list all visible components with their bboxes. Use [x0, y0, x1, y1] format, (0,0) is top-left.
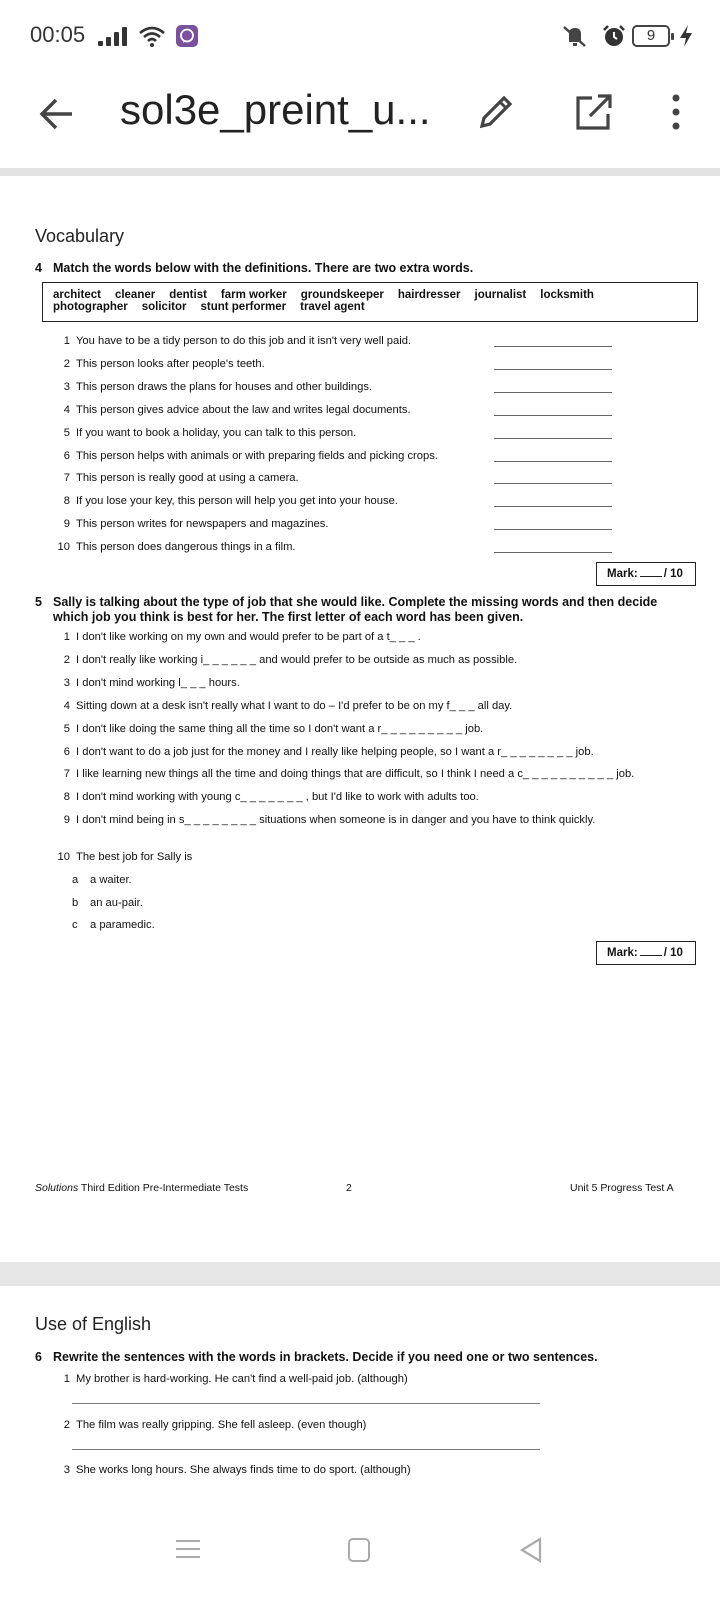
- question-4-instruction: 4 Match the words below with the definitions. There are two extra words.: [35, 261, 474, 275]
- charging-icon: [678, 24, 694, 48]
- item-number: 4: [63, 403, 70, 416]
- item-text: I don't want to do a job just for the money and I really like helping people, so I want a r_ _ _ _ _ _ _ _ job.: [76, 745, 594, 758]
- answer-line[interactable]: [494, 461, 612, 462]
- item-number: 8: [63, 791, 70, 804]
- item-number: 2: [63, 1418, 70, 1431]
- item-number: 3: [63, 380, 70, 393]
- word-option: stunt performer: [200, 301, 287, 313]
- mark-box-q4: Mark: / 10: [596, 562, 696, 586]
- more-options-icon[interactable]: [664, 92, 688, 132]
- mute-icon: [560, 24, 588, 48]
- item-number: 7: [63, 472, 70, 485]
- list-item: [50, 541, 296, 553]
- list-item: [50, 768, 634, 780]
- section-heading-vocabulary: Vocabulary: [35, 226, 125, 246]
- item-number: 9: [63, 814, 70, 827]
- question-5-instruction: 5 Sally is talking about the type of job that she would like. Complete the missing words and then decide which job you think is best for her. The first letter of each word has been given.: [35, 595, 658, 624]
- footer-left: Solutions Third Edition Pre-Intermediate Tests: [35, 1182, 249, 1194]
- item-number: 4: [63, 699, 70, 712]
- status-bar: [0, 0, 720, 72]
- list-item: [50, 700, 512, 712]
- item-number: 5: [63, 426, 70, 439]
- item-text: I don't like working on my own and would prefer to be part of a t_ _ _ .: [76, 631, 421, 643]
- status-time: 00:05: [30, 22, 86, 47]
- word-box: [42, 282, 698, 322]
- word-option: hairdresser: [397, 289, 461, 301]
- word-option: photographer: [53, 301, 128, 313]
- answer-line[interactable]: [494, 506, 612, 507]
- item-number: 7: [63, 768, 70, 781]
- question-6-instruction: 6 Rewrite the sentences with the words in brackets. Decide if you need one or two sentences.: [35, 1350, 598, 1364]
- list-item: [50, 381, 372, 393]
- mark-box-q5: Mark: / 10: [596, 941, 696, 965]
- list-item: [50, 723, 483, 735]
- list-item: [50, 358, 265, 370]
- item-text: If you lose your key, this person will help you get into your house.: [76, 495, 398, 508]
- item-number: 9: [63, 518, 70, 531]
- system-nav-bar: [0, 1516, 720, 1600]
- item-text: This person helps with animals or with preparing fields and picking crops.: [76, 449, 438, 462]
- list-item: [50, 654, 517, 666]
- option-letter: c: [72, 919, 78, 931]
- option-letter: b: [72, 896, 79, 909]
- list-item: [50, 472, 299, 484]
- list-item: [50, 1464, 411, 1476]
- item-text: This person looks after people's teeth.: [76, 357, 265, 370]
- item-text: This person writes for newspapers and magazines.: [76, 518, 329, 531]
- answer-line[interactable]: [72, 1403, 540, 1404]
- item-text: This person is really good at using a camera.: [76, 472, 299, 485]
- answer-line[interactable]: [494, 483, 612, 484]
- item-number: 1: [63, 631, 70, 643]
- recent-apps-icon[interactable]: [176, 1538, 200, 1562]
- item-text: You have to be a tidy person to do this job and it isn't very well paid.: [76, 335, 412, 347]
- list-item: [50, 495, 398, 507]
- answer-line[interactable]: [494, 346, 612, 347]
- home-icon[interactable]: [348, 1538, 370, 1562]
- list-item: [50, 450, 438, 462]
- list-item: [50, 404, 411, 416]
- item-number: 3: [63, 1464, 70, 1476]
- list-item: [50, 335, 411, 347]
- answer-option[interactable]: [72, 874, 132, 886]
- footer-right: Unit 5 Progress Test A: [570, 1182, 674, 1194]
- list-item: [50, 814, 595, 826]
- list-item: [50, 1419, 366, 1431]
- answer-line[interactable]: [72, 1449, 540, 1450]
- wifi-icon: [138, 24, 166, 48]
- word-box-row-2: [53, 301, 687, 313]
- word-option: solicitor: [141, 301, 187, 313]
- back-arrow-icon[interactable]: [36, 94, 76, 134]
- word-option: locksmith: [540, 289, 594, 301]
- word-option: journalist: [474, 289, 527, 301]
- answer-line[interactable]: [494, 392, 612, 393]
- list-item: [50, 518, 328, 530]
- document-title: sol3e_preint_u...: [120, 86, 431, 133]
- document-page-2: [0, 1286, 720, 1516]
- item-number: 3: [63, 676, 70, 689]
- item-number: 10: [57, 541, 70, 554]
- signal-icon: [98, 26, 128, 46]
- item-number: 2: [63, 653, 70, 666]
- answer-option[interactable]: [72, 919, 155, 931]
- list-item: [50, 427, 356, 439]
- app-bar-divider: [0, 168, 720, 176]
- answer-option[interactable]: [72, 897, 143, 909]
- item-number: 8: [63, 495, 70, 508]
- word-option: groundskeeper: [300, 289, 384, 301]
- answer-line[interactable]: [494, 552, 612, 553]
- item-text: The film was really gripping. She fell asleep. (even though): [76, 1418, 367, 1431]
- nav-back-icon[interactable]: [518, 1536, 544, 1564]
- word-option: cleaner: [114, 289, 156, 301]
- option-letter: a: [72, 874, 79, 886]
- item-number: 1: [63, 1373, 70, 1385]
- list-item: [50, 1373, 408, 1385]
- open-external-icon[interactable]: [574, 92, 614, 132]
- option-text: a waiter.: [90, 874, 132, 886]
- word-option: dentist: [169, 289, 207, 301]
- list-item: 10 The best job for Sally is: [57, 851, 193, 863]
- document-page-1: [0, 176, 720, 1264]
- answer-line[interactable]: [494, 529, 612, 530]
- item-number: 1: [63, 335, 70, 347]
- item-text: I don't mind working with young c_ _ _ _ _ _ _ , but I'd like to work with adults too.: [76, 791, 479, 804]
- word-option: travel agent: [300, 301, 365, 313]
- section-heading-use-of-english: Use of English: [35, 1314, 152, 1334]
- item-text: I don't really like working i_ _ _ _ _ _ and would prefer to be outside as much as possible.: [76, 653, 518, 666]
- footer-page-number: 2: [346, 1182, 352, 1194]
- item-text: This person gives advice about the law and writes legal documents.: [76, 403, 411, 416]
- word-option: architect: [53, 289, 101, 301]
- item-text: This person does dangerous things in a film.: [76, 541, 296, 554]
- answer-line[interactable]: [494, 438, 612, 439]
- item-text: She works long hours. She always finds time to do sport. (although): [76, 1464, 411, 1476]
- item-text: I don't like doing the same thing all the time so I don't want a r_ _ _ _ _ _ _ _ _ job.: [76, 722, 484, 735]
- item-number: 2: [63, 357, 70, 370]
- option-text: a paramedic.: [90, 919, 155, 931]
- item-text: My brother is hard-working. He can't find a well-paid job. (although): [76, 1373, 408, 1385]
- item-number: 6: [63, 449, 70, 462]
- answer-line[interactable]: [494, 369, 612, 370]
- item-number: 6: [63, 745, 70, 758]
- item-text: I don't mind working l_ _ _ hours.: [76, 676, 240, 689]
- item-text: This person draws the plans for houses and other buildings.: [76, 380, 373, 393]
- list-item: [50, 746, 594, 758]
- word-box-row-1: [53, 289, 687, 301]
- answer-line[interactable]: [494, 415, 612, 416]
- viber-icon: [176, 25, 198, 47]
- app-bar: [0, 72, 720, 164]
- item-text: I like learning new things all the time and doing things that are difficult, so I think I need a c_ _ _ _ _ _ _ _ _ _ job.: [76, 768, 635, 781]
- alarm-icon: [602, 24, 626, 48]
- list-item: [50, 791, 479, 803]
- list-item: [50, 677, 240, 689]
- word-option: farm worker: [220, 289, 287, 301]
- item-text: If you want to book a holiday, you can talk to this person.: [76, 426, 357, 439]
- item-number: 5: [63, 722, 70, 735]
- option-text: an au-pair.: [90, 896, 143, 909]
- edit-pencil-icon[interactable]: [474, 92, 516, 134]
- battery-icon: 9: [632, 25, 670, 47]
- list-item: [50, 631, 421, 643]
- item-text: I don't mind being in s_ _ _ _ _ _ _ _ situations when someone is in danger and you have to think quickly.: [76, 814, 596, 827]
- item-text: Sitting down at a desk isn't really what I want to do – I'd prefer to be on my f_ _ _ all day.: [76, 699, 513, 712]
- page-separator: [0, 1262, 720, 1286]
